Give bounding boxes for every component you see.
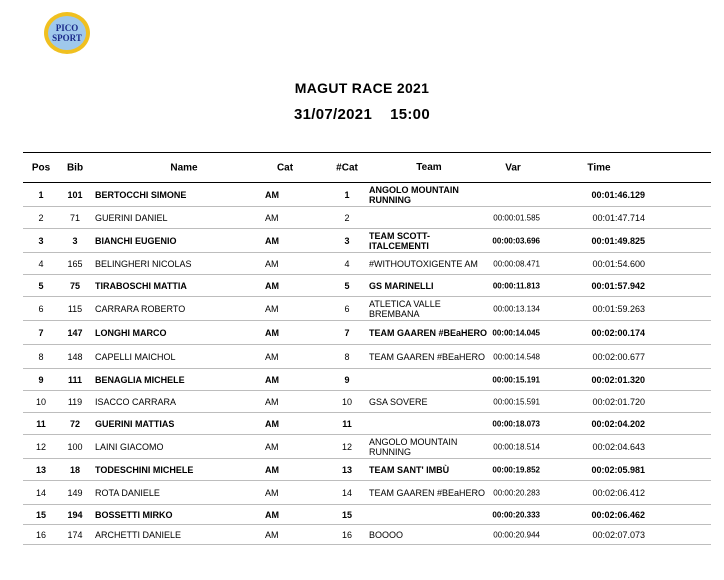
table-row [23, 435, 711, 459]
cell-pos: 1 [38, 189, 44, 200]
cell-cat: AM [265, 374, 279, 385]
cell-cat-rank: 13 [341, 464, 352, 475]
cell-time: 00:02:06.462 [591, 509, 645, 520]
cell-pos: 14 [35, 487, 46, 498]
cell-cat: AM [265, 258, 279, 269]
race-date: 31/07/2021 [294, 106, 373, 123]
cell-pos: 7 [38, 327, 44, 338]
cell-cat: AM [265, 529, 279, 540]
cell-cat-rank: 10 [341, 396, 352, 407]
header-bib: Bib [66, 162, 84, 173]
cell-time: 00:02:04.643 [592, 441, 645, 452]
header-cat-rank: #Cat [336, 162, 358, 173]
cell-time: 00:02:01.320 [591, 374, 645, 385]
header-cat: Cat [276, 162, 294, 173]
cell-bib: 18 [69, 464, 80, 475]
cell-team: TEAM GAAREN #BEaHERO [369, 327, 488, 338]
cell-pos: 16 [35, 529, 46, 540]
cell-name: ARCHETTI DANIELE [95, 529, 182, 540]
cell-var: 00:00:18.514 [493, 442, 540, 451]
cell-cat-rank: 16 [341, 529, 352, 540]
cell-bib: 75 [69, 280, 80, 291]
cell-bib: 100 [67, 441, 83, 452]
cell-name: GUERINI MATTIAS [95, 418, 175, 429]
cell-pos: 13 [35, 464, 46, 475]
cell-cat: AM [265, 418, 279, 429]
cell-cat: AM [265, 303, 279, 314]
cell-cat-rank: 9 [344, 374, 350, 385]
cell-bib: 165 [67, 258, 83, 269]
cell-name: ISACCO CARRARA [95, 396, 177, 407]
cell-time: 00:02:01.720 [592, 396, 645, 407]
cell-cat-rank: 7 [344, 327, 350, 338]
cell-team: ANGOLO MOUNTAIN RUNNING [369, 436, 458, 457]
results-table [23, 152, 711, 545]
cell-pos: 8 [38, 351, 44, 362]
cell-team: ATLETICA VALLE BREMBANA [369, 298, 441, 319]
cell-bib: 148 [67, 351, 83, 362]
cell-time: 00:02:05.981 [591, 464, 645, 475]
cell-name: CARRARA ROBERTO [95, 303, 186, 314]
cell-time: 00:02:00.677 [592, 351, 645, 362]
cell-pos: 15 [35, 509, 46, 520]
cell-var: 00:00:20.333 [492, 510, 540, 519]
cell-cat-rank: 14 [341, 487, 352, 498]
cell-bib: 149 [67, 487, 83, 498]
table-row [23, 207, 711, 229]
cell-team: GS MARINELLI [369, 280, 434, 291]
cell-cat: AM [265, 212, 279, 223]
cell-team: #WITHOUTOXIGENTE AM [369, 258, 478, 269]
cell-cat-rank: 15 [341, 509, 352, 520]
table-row [23, 275, 711, 297]
cell-cat: AM [265, 327, 279, 338]
cell-pos: 11 [36, 418, 46, 429]
cell-bib: 101 [67, 189, 83, 200]
race-title: MAGUT RACE 2021 [294, 80, 430, 96]
cell-var: 00:00:18.073 [492, 419, 540, 428]
cell-bib: 111 [67, 374, 83, 385]
cell-pos: 2 [38, 212, 44, 223]
cell-bib: 115 [67, 303, 83, 314]
cell-pos: 3 [38, 235, 44, 246]
cell-bib: 72 [69, 418, 80, 429]
cell-var: 00:00:14.045 [492, 328, 540, 337]
cell-time: 00:01:49.825 [591, 235, 645, 246]
cell-cat: AM [265, 280, 279, 291]
cell-name: TODESCHINI MICHELE [95, 464, 194, 475]
cell-bib: 119 [67, 396, 83, 407]
cell-cat-rank: 4 [344, 258, 350, 269]
cell-pos: 5 [38, 280, 44, 291]
cell-bib: 174 [67, 529, 83, 540]
cell-time: 00:01:47.714 [592, 212, 645, 223]
cell-var: 00:00:15.191 [492, 375, 540, 384]
cell-var: 00:00:11.813 [492, 281, 540, 290]
cell-name: BERTOCCHI SIMONE [95, 189, 187, 200]
table-row [23, 391, 711, 413]
table-row [23, 525, 711, 545]
cell-cat-rank: 6 [344, 303, 350, 314]
cell-name: ROTA DANIELE [95, 487, 160, 498]
cell-pos: 4 [38, 258, 44, 269]
pico-sport-logo [42, 10, 92, 56]
logo-line2: SPORT [52, 33, 82, 43]
cell-time: 00:02:00.174 [591, 327, 645, 338]
cell-cat-rank: 1 [344, 189, 350, 200]
cell-cat: AM [265, 464, 279, 475]
header-name: Name [170, 162, 198, 173]
cell-name: TIRABOSCHI MATTIA [95, 280, 187, 291]
cell-name: BIANCHI EUGENIO [95, 235, 177, 246]
cell-cat-rank: 8 [344, 351, 350, 362]
table-body [23, 183, 711, 545]
cell-team: TEAM GAAREN #BEaHERO [369, 351, 486, 362]
cell-var: 00:00:14.548 [493, 352, 540, 361]
header-var: Var [505, 162, 521, 173]
cell-var: 00:00:19.852 [492, 465, 540, 474]
cell-team: BOOOO [369, 529, 404, 540]
cell-time: 00:01:46.129 [591, 189, 645, 200]
table-row [23, 413, 711, 435]
cell-cat: AM [265, 189, 279, 200]
header-pos: Pos [31, 162, 51, 173]
cell-cat: AM [265, 351, 279, 362]
table-row [23, 297, 711, 321]
cell-pos: 6 [38, 303, 44, 314]
cell-bib: 194 [67, 509, 83, 520]
table-row [23, 229, 711, 253]
cell-cat: AM [265, 487, 279, 498]
cell-team: TEAM GAAREN #BEaHERO [369, 487, 486, 498]
table-row [23, 345, 711, 369]
cell-var: 00:00:20.283 [493, 488, 540, 497]
cell-time: 00:01:59.263 [592, 303, 645, 314]
cell-cat: AM [265, 235, 279, 246]
table-row [23, 481, 711, 505]
table-row [23, 505, 711, 525]
race-time: 15:00 [390, 106, 430, 123]
cell-time: 00:02:04.202 [591, 418, 645, 429]
logo-line1: PICO [55, 23, 79, 33]
table-row [23, 183, 711, 207]
cell-bib: 147 [67, 327, 83, 338]
cell-var: 00:00:03.696 [492, 236, 540, 245]
cell-time: 00:02:06.412 [592, 487, 645, 498]
table-header [23, 153, 711, 183]
cell-time: 00:02:07.073 [592, 529, 645, 540]
cell-cat-rank: 2 [344, 212, 350, 223]
cell-var: 00:00:15.591 [493, 397, 540, 406]
table-row [23, 321, 711, 345]
table-row [23, 459, 711, 481]
cell-cat-rank: 5 [344, 280, 350, 291]
cell-name: BENAGLIA MICHELE [95, 374, 185, 385]
cell-time: 00:01:54.600 [592, 258, 645, 269]
cell-cat: AM [265, 396, 279, 407]
cell-pos: 12 [35, 441, 46, 452]
cell-pos: 10 [35, 396, 46, 407]
cell-team: GSA SOVERE [369, 396, 428, 407]
cell-name: BOSSETTI MIRKO [95, 509, 173, 520]
table-row [23, 253, 711, 275]
header-team: Team [416, 161, 442, 173]
cell-name: LONGHI MARCO [95, 327, 167, 338]
cell-var: 00:00:08.471 [493, 259, 540, 268]
cell-var: 00:00:13.134 [493, 304, 540, 313]
cell-name: LAINI GIACOMO [95, 441, 164, 452]
cell-team: ANGOLO MOUNTAIN RUNNING [369, 184, 459, 205]
race-datetime [0, 106, 724, 123]
cell-cat: AM [265, 441, 279, 452]
cell-name: CAPELLI MAICHOL [95, 351, 176, 362]
cell-var: 00:00:20.944 [493, 530, 540, 539]
cell-name: BELINGHERI NICOLAS [95, 258, 192, 269]
cell-bib: 3 [72, 235, 78, 246]
header-time: Time [587, 162, 611, 173]
table-row [23, 369, 711, 391]
cell-cat-rank: 12 [341, 441, 352, 452]
cell-cat-rank: 11 [342, 418, 352, 429]
cell-team: TEAM SANT' IMBÙ [369, 464, 450, 475]
cell-var: 00:00:01.585 [493, 213, 540, 222]
cell-time: 00:01:57.942 [591, 280, 645, 291]
cell-name: GUERINI DANIEL [95, 212, 168, 223]
cell-cat-rank: 3 [344, 235, 350, 246]
cell-pos: 9 [38, 374, 44, 385]
cell-team: TEAM SCOTT-ITALCEMENTI [369, 230, 430, 251]
cell-cat: AM [265, 509, 279, 520]
cell-bib: 71 [69, 212, 80, 223]
